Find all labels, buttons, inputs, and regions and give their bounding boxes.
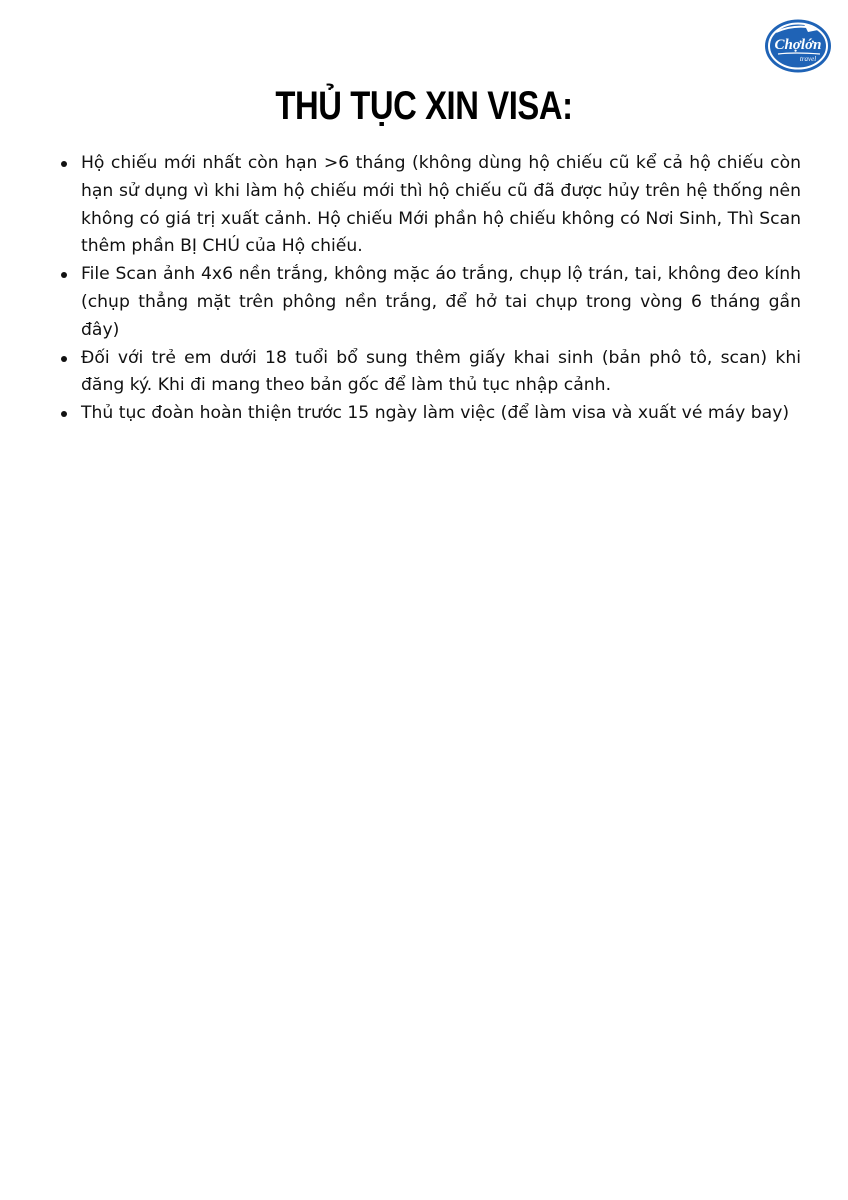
list-item: [81, 400, 801, 428]
list-item-text: Thủ tục đoàn hoàn thiện trước 15 ngày làm việc (để làm visa và xuất vé máy bay): [81, 403, 790, 424]
bullet-icon: [61, 272, 67, 278]
list-item: [81, 261, 801, 344]
bullet-icon: [61, 411, 67, 417]
list-item-text: File Scan ảnh 4x6 nền trắng, không mặc áo trắng, chụp lộ trán, tai, không đeo kính (chụp thẳng mặt trên phông nền trắng, để hở tai chụp trong vòng 6 tháng gần đây): [81, 264, 801, 340]
list-item-text: Đối với trẻ em dưới 18 tuổi bổ sung thêm giấy khai sinh (bản phô tô, scan) khi đăng ký. Khi đi mang theo bản gốc để làm thủ tục nhập cảnh.: [81, 347, 801, 396]
list-item: [81, 345, 801, 401]
list-item-text: Hộ chiếu mới nhất còn hạn >6 tháng (không dùng hộ chiếu cũ kể cả hộ chiếu còn hạn sử dụng vì khi làm hộ chiếu mới thì hộ chiếu cũ đã được hủy trên hệ thống nên không có giá trị xuất cảnh. Hộ chiếu Mới phần hộ chiếu không có Nơi Sinh, Thì Scan thêm phần BỊ CHÚ của Hộ chiếu.: [81, 153, 801, 257]
svg-text:Chợlớn: Chợlớn: [774, 37, 822, 53]
bullet-icon: [61, 161, 67, 167]
company-logo: [764, 18, 832, 74]
list-item: [81, 150, 801, 261]
requirements-list: [81, 150, 801, 428]
cholon-logo-icon: [764, 18, 832, 74]
bullet-icon: [61, 356, 67, 362]
page-title: THỦ TỤC XIN VISA:: [275, 84, 573, 128]
svg-text:travel: travel: [799, 55, 817, 63]
